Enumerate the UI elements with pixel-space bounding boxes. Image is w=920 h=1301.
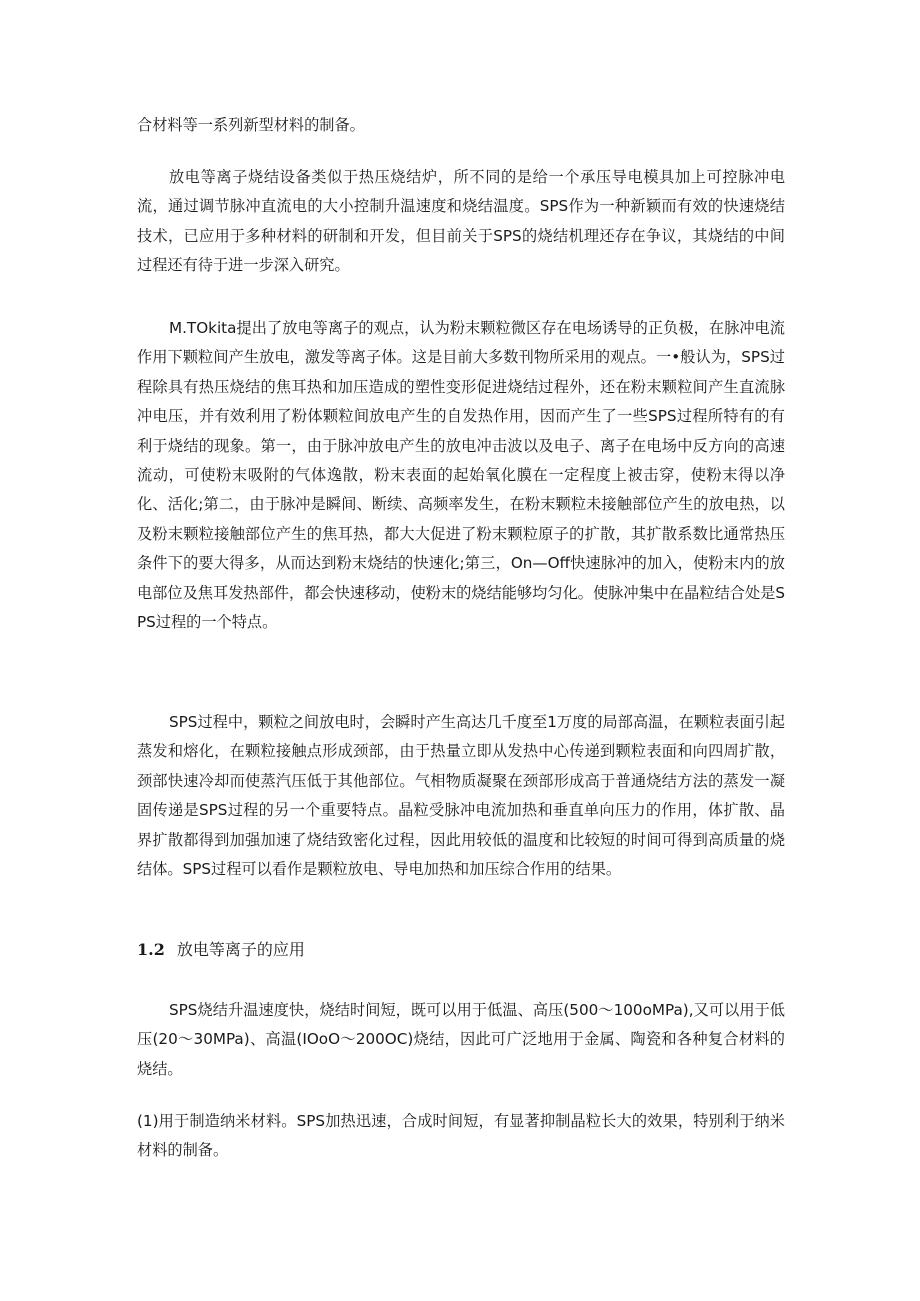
paragraph-continuation: 合材料等一系列新型材料的制备。 [137, 116, 365, 134]
section-heading [137, 936, 305, 964]
paragraph-sps-mechanism: M.TOkita提出了放电等离子的观点，认为粉末颗粒微区存在电场诱导的正负极，在脉冲电流作用下颗粒间产生放电，激发等离子体。这是目前大多数刊物所采用的观点。一•般认为，SPS过程除具有热压烧结的焦耳热和加压造成的塑性变形促进烧结过程外，还在粉末颗粒间产生直流脉冲电压，并有效利用了粉体颗粒间放电产生的自发热作用，因而产生了一些SPS过程所特有的有利于烧结的现象。第一，由于脉冲放电产生的放电冲击波以及电子、离子在电场中反方向的高速流动，可使粉末吸附的气体逸散，粉末表面的起始氧化膜在一定程度上被击穿，使粉末得以净化、活化;第二，由于脉冲是瞬间、断续、高频率发生，在粉末颗粒未接触部位产生的放电热，以及粉末颗粒接触部位产生的焦耳热，都大大促进了粉末颗粒原子的扩散，其扩散系数比通常热压条件下的要大得多，从而达到粉末烧结的快速化;第三，On—Off快速脉冲的加入，使粉末内的放电部位及焦耳发热部件，都会快速移动，使粉末的烧结能够均匀化。使脉冲集中在晶粒结合处是SPS过程的一个特点。 [137, 319, 785, 632]
paragraph-sps-process: SPS过程中，颗粒之间放电时，会瞬时产生高达几千度至1万度的局部高温，在颗粒表面引起蒸发和熔化，在颗粒接触点形成颈部，由于热量立即从发热中心传递到颗粒表面和向四周扩散，颈部快速冷却而使蒸汽压低于其他部位。气相物质凝聚在颈部形成高于普通烧结方法的蒸发一凝固传递是SPS过程的另一个重要特点。晶粒受脉冲电流加热和垂直单向压力的作用，体扩散、晶界扩散都得到加强加速了烧结致密化过程，因此用较低的温度和比较短的时间可得到高质量的烧结体。SPS过程可以看作是颗粒放电、导电加热和加压综合作用的结果。 [137, 713, 785, 879]
section-number: 1.2 [137, 940, 165, 959]
paragraph-nanomaterials: (1)用于制造纳米材料。SPS加热迅速，合成时间短，有显著抑制晶粒长大的效果，特别利于纳米材料的制备。 [137, 1112, 785, 1160]
section-title: 放电等离子的应用 [176, 940, 305, 959]
paragraph-sps-equipment: 放电等离子烧结设备类似于热压烧结炉，所不同的是给一个承压导电模具加上可控脉冲电流，通过调节脉冲直流电的大小控制升温速度和烧结温度。SPS作为一种新颖而有效的快速烧结技术，已应用于多种材料的研制和开发，但目前关于SPS的烧结机理还存在争议，其烧结的中间过程还有待于进一步深入研究。 [137, 168, 785, 275]
paragraph-sps-application: SPS烧结升温速度快，烧结时间短，既可以用于低温、高压(500～100oMPa),又可以用于低压(20～30MPa)、高温(IOoO～200OC)烧结，因此可广泛地用于金属、陶瓷和各种复合材料的烧结。 [137, 1001, 785, 1078]
